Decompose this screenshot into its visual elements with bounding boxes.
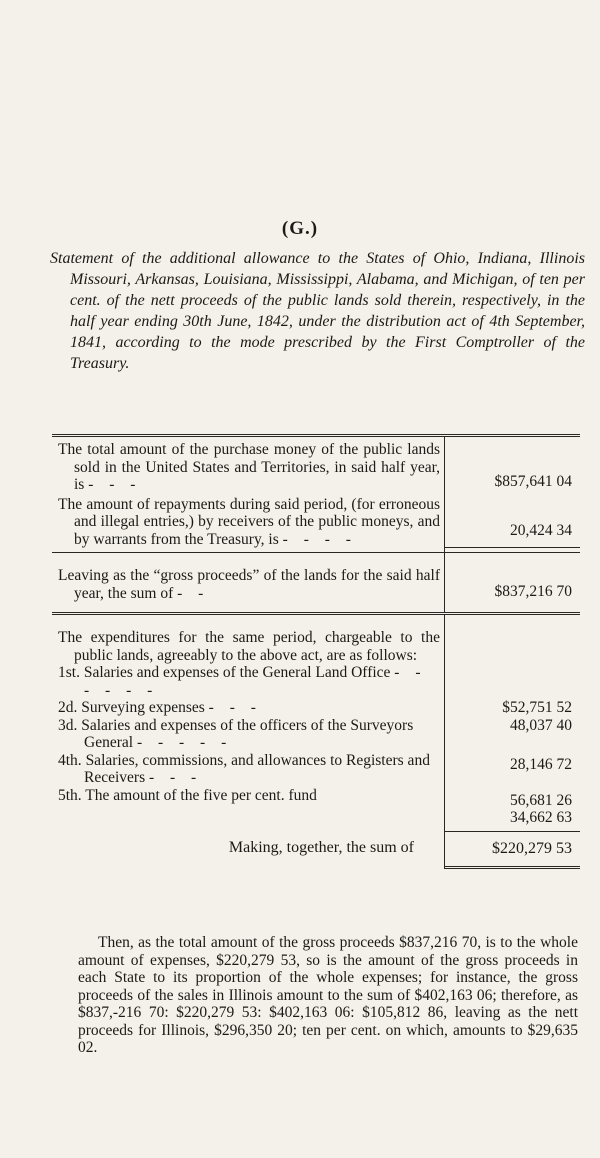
repayments-amount: 20,424 34 bbox=[510, 521, 572, 539]
expenditure-amount-5: 34,662 63 bbox=[510, 809, 572, 826]
statement-heading: (G.) bbox=[281, 218, 319, 239]
gross-proceeds-section bbox=[52, 553, 580, 612]
proceeds-section bbox=[52, 437, 580, 552]
statement-intro: Statement of the additional allowance to the States of Ohio, Indiana, Illinois Missouri, Arkansas, Louisiana, Mississippi, Alabama, and Michigan, of ten per cent. of the nett proceeds of the public lands sold therein, respectively, in the half year ending 30th June, 1842, under the distribution act of 4th September, 1841, according to the mode prescribed by the First Comptroller of the Treasury. bbox=[50, 250, 585, 372]
repayments-text: The amount of repayments during said period, (for erroneous and illegal entries,) by receivers of the public moneys, and by warrants from the Treasury, is - - - - bbox=[58, 495, 440, 548]
allowance-table bbox=[52, 434, 580, 869]
expenditure-amount-2: 48,037 40 bbox=[510, 716, 572, 734]
expenditures-intro: The expenditures for the same period, chargeable to the public lands, agreeably to the above act, are as follows: bbox=[58, 629, 440, 664]
expenditure-amount-4: 56,681 26 bbox=[510, 791, 572, 809]
expenditure-item-1: 1st. Salaries and expenses of the General Land Office - - - - - - bbox=[58, 664, 427, 699]
purchase-money-text: The total amount of the purchase money of the public lands sold in the United States and Territories, in said half year, is - - - bbox=[58, 441, 440, 493]
expenditure-item-4: 4th. Salaries, commissions, and allowances to Registers and Receivers - - - bbox=[58, 751, 430, 786]
gross-proceeds-text: Leaving as the “gross proceeds” of the lands for the said half year, the sum of - - bbox=[58, 567, 440, 602]
total-amount: $220,279 53 bbox=[445, 831, 580, 869]
total-label: Making, together, the sum of bbox=[52, 831, 445, 869]
purchase-money-amount: $857,641 04 bbox=[494, 473, 572, 490]
expenditure-item-3: 3d. Salaries and expenses of the officers of the Surveyors General - - - - - bbox=[58, 716, 414, 751]
expenditures-section bbox=[52, 615, 580, 831]
expenditure-item-2: 2d. Surveying expenses - - - bbox=[58, 699, 262, 716]
gross-proceeds-amount: $837,216 70 bbox=[494, 582, 572, 600]
expenditure-amount-3: 28,146 72 bbox=[510, 756, 572, 773]
closing-paragraph: Then, as the total amount of the gross proceeds $837,216 70, is to the whole amount of expenses, $220,279 53, so is the amount of the gross proceeds in each State to its proportion of the whole expenses; for instance, the gross proceeds of the sales in Illinois amount to the sum of $402,163 06; therefore, as $837,-216 70: $220,279 53: $402,163 06: $105,812 86, leaving as the nett proceeds for Illinois, $296,350 20; ten per cent. on which, amounts to $29,635 02. bbox=[78, 934, 578, 1056]
expenditure-item-5: 5th. The amount of the five per cent. fund bbox=[58, 786, 317, 804]
total-row bbox=[52, 831, 580, 869]
expenditure-amount-1: $52,751 52 bbox=[502, 699, 572, 716]
